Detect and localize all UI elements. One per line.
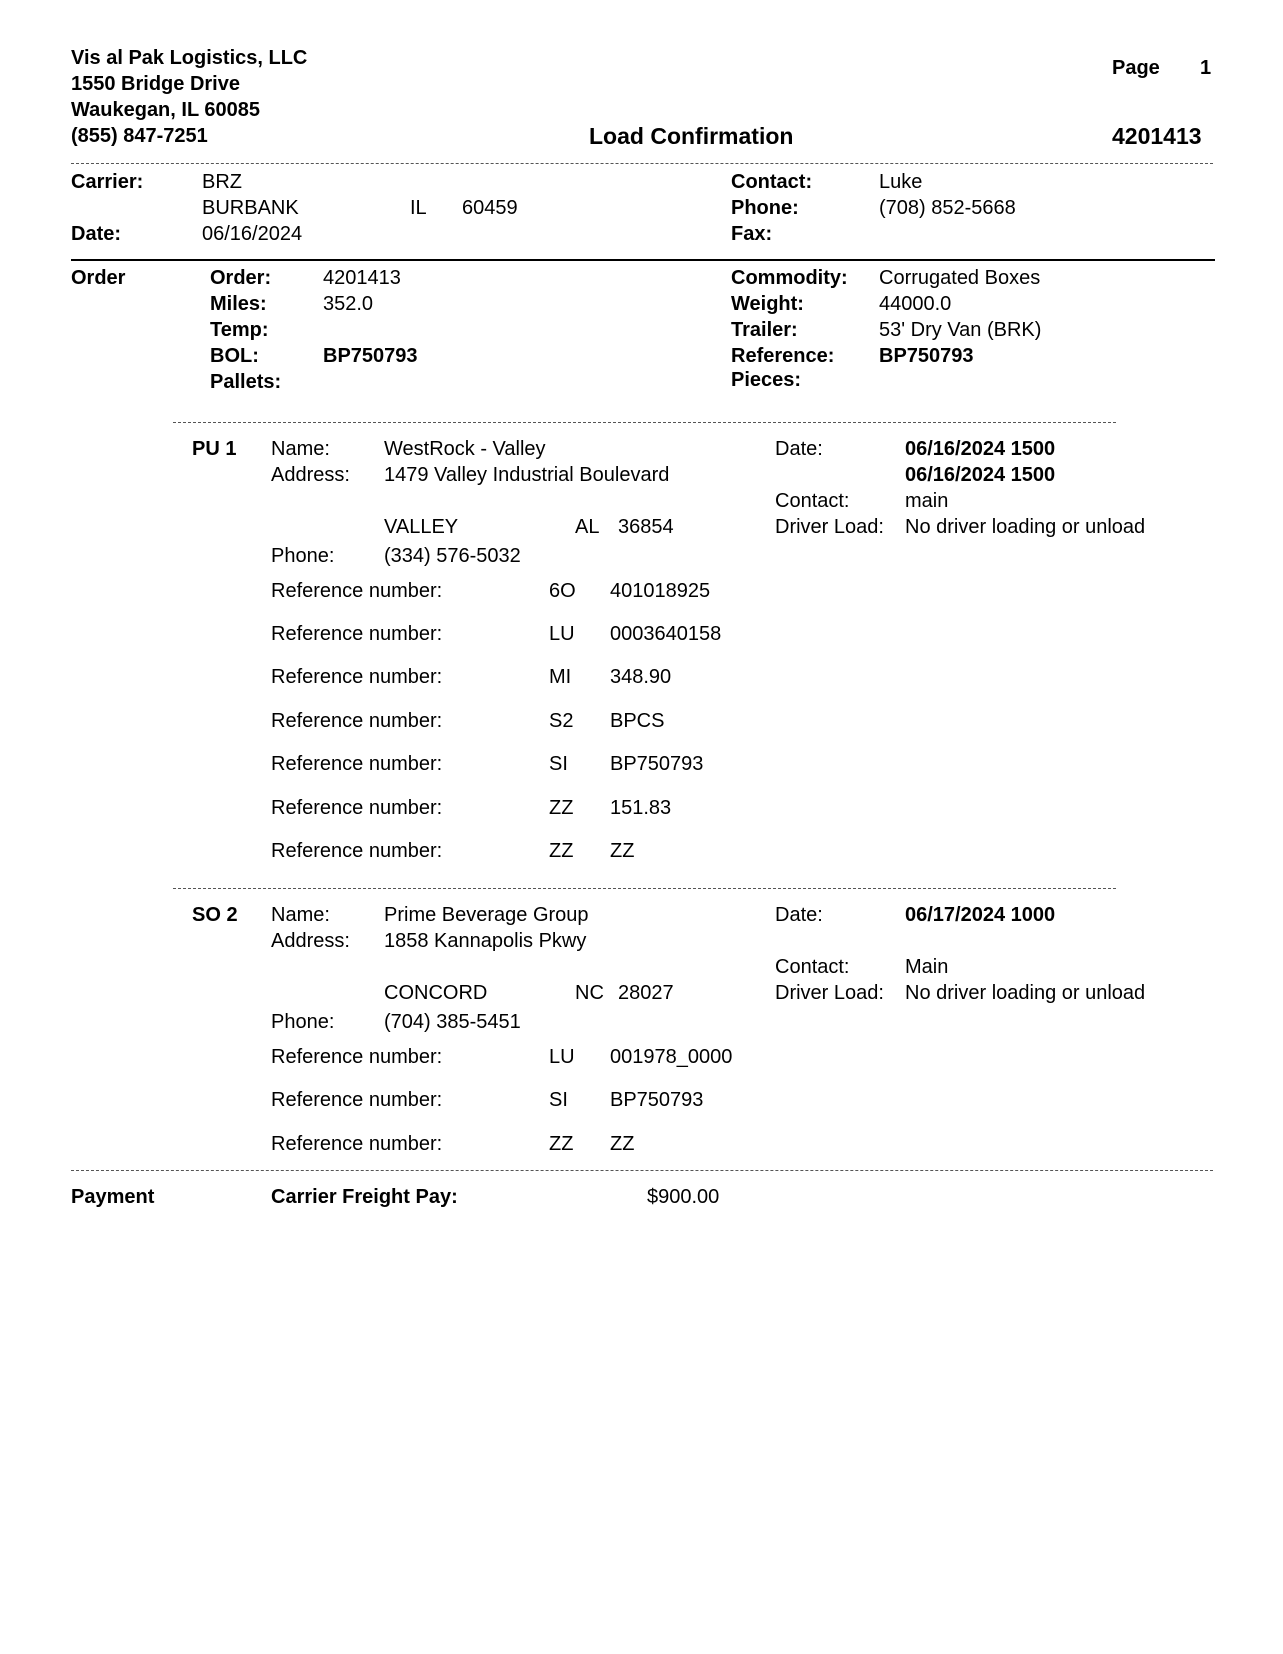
reference-label: Reference number:: [271, 580, 443, 602]
stop-driver-load: No driver loading or unload: [905, 982, 1146, 1004]
stop-phone: (334) 576-5032: [384, 545, 521, 567]
stop-address-label: Address:: [271, 464, 350, 486]
reference-qualifier: ZZ: [549, 1133, 574, 1155]
carrier-city: BURBANK: [202, 197, 299, 219]
stop-city: CONCORD: [384, 982, 488, 1004]
carrier-contact-label: Contact:: [731, 171, 813, 193]
document-title: Load Confirmation: [589, 123, 794, 149]
stop-name-label: Name:: [271, 904, 330, 926]
reference-value: BP750793: [610, 753, 704, 775]
company-street: 1550 Bridge Drive: [71, 73, 240, 95]
carrier-label: Carrier:: [71, 171, 144, 193]
divider: [71, 259, 1215, 261]
commodity-value: Corrugated Boxes: [879, 267, 1041, 289]
divider: [71, 163, 1213, 164]
temp-label: Temp:: [210, 319, 269, 341]
reference-label: Reference number:: [271, 1133, 443, 1155]
stop-contact: Main: [905, 956, 949, 978]
payment-section-label: Payment: [71, 1186, 155, 1208]
carrier-state: IL: [410, 197, 427, 219]
stop-city: VALLEY: [384, 516, 459, 538]
reference-value: 401018925: [610, 580, 711, 602]
miles-label: Miles:: [210, 293, 267, 315]
stop-state: NC: [575, 982, 604, 1004]
company-name: Vis al Pak Logistics, LLC: [71, 47, 308, 69]
reference-value: BP750793: [879, 345, 974, 367]
pallets-label: Pallets:: [210, 371, 282, 393]
reference-qualifier: ZZ: [549, 840, 574, 862]
bol-label: BOL:: [210, 345, 259, 367]
stop-code: SO 2: [192, 904, 238, 926]
stop-name-label: Name:: [271, 438, 330, 460]
reference-label: Reference:: [731, 345, 835, 367]
page-label: Page: [1112, 57, 1160, 79]
stop-phone-label: Phone:: [271, 1011, 335, 1033]
order-number-header: 4201413: [1112, 123, 1202, 149]
reference-qualifier: ZZ: [549, 797, 574, 819]
stop-driver-label: Driver Load:: [775, 982, 884, 1004]
weight-label: Weight:: [731, 293, 804, 315]
company-city: Waukegan, IL 60085: [71, 99, 260, 121]
stop-address: 1479 Valley Industrial Boulevard: [384, 464, 670, 486]
stop-date: 06/16/2024 1500: [905, 438, 1056, 460]
stop-phone-label: Phone:: [271, 545, 335, 567]
reference-qualifier: SI: [549, 753, 568, 775]
commodity-label: Commodity:: [731, 267, 848, 289]
stop-zip: 36854: [618, 516, 674, 538]
stop-date-label: Date:: [775, 904, 823, 926]
miles-value: 352.0: [323, 293, 374, 315]
carrier-phone: (708) 852-5668: [879, 197, 1016, 219]
divider: [71, 1170, 1213, 1171]
reference-qualifier: S2: [549, 710, 574, 732]
divider: [173, 422, 1116, 423]
freight-pay-label: Carrier Freight Pay:: [271, 1186, 458, 1208]
stop-zip: 28027: [618, 982, 674, 1004]
stop-address: 1858 Kannapolis Pkwy: [384, 930, 587, 952]
reference-qualifier: 6O: [549, 580, 576, 602]
reference-label: Reference number:: [271, 840, 443, 862]
stop-name: Prime Beverage Group: [384, 904, 589, 926]
reference-qualifier: SI: [549, 1089, 568, 1111]
page-number: 1: [1200, 57, 1212, 79]
reference-value: ZZ: [610, 1133, 635, 1155]
reference-value: 0003640158: [610, 623, 722, 645]
carrier-contact: Luke: [879, 171, 923, 193]
stop-state: AL: [575, 516, 600, 538]
stop-contact-label: Contact:: [775, 956, 850, 978]
order-section-label: Order: [71, 267, 126, 289]
reference-value: BP750793: [610, 1089, 704, 1111]
reference-label: Reference number:: [271, 623, 443, 645]
company-phone: (855) 847-7251: [71, 125, 208, 147]
stop-phone: (704) 385-5451: [384, 1011, 521, 1033]
carrier-zip: 60459: [462, 197, 518, 219]
pieces-label: Pieces:: [731, 369, 802, 391]
stop-contact: main: [905, 490, 949, 512]
stop-name: WestRock - Valley: [384, 438, 546, 460]
trailer-label: Trailer:: [731, 319, 798, 341]
carrier-fax-label: Fax:: [731, 223, 773, 245]
stop-address-label: Address:: [271, 930, 350, 952]
carrier-date: 06/16/2024: [202, 223, 303, 245]
stop-driver-label: Driver Load:: [775, 516, 884, 538]
carrier-phone-label: Phone:: [731, 197, 799, 219]
freight-pay-amount: $900.00: [647, 1186, 720, 1208]
reference-value: 348.90: [610, 666, 672, 688]
order-value: 4201413: [323, 267, 401, 289]
stop-date: 06/16/2024 1500: [905, 464, 1056, 486]
reference-label: Reference number:: [271, 1089, 443, 1111]
stop-date-label: Date:: [775, 438, 823, 460]
divider: [173, 888, 1116, 889]
reference-value: 151.83: [610, 797, 672, 819]
weight-value: 44000.0: [879, 293, 952, 315]
reference-value: 001978_0000: [610, 1046, 733, 1068]
stop-contact-label: Contact:: [775, 490, 850, 512]
reference-label: Reference number:: [271, 666, 443, 688]
reference-label: Reference number:: [271, 1046, 443, 1068]
reference-label: Reference number:: [271, 753, 443, 775]
carrier-date-label: Date:: [71, 223, 122, 245]
bol-value: BP750793: [323, 345, 418, 367]
stop-date: 06/17/2024 1000: [905, 904, 1056, 926]
reference-qualifier: MI: [549, 666, 572, 688]
stop-code: PU 1: [192, 438, 237, 460]
reference-value: ZZ: [610, 840, 635, 862]
reference-qualifier: LU: [549, 623, 575, 645]
reference-qualifier: LU: [549, 1046, 575, 1068]
order-label: Order:: [210, 267, 272, 289]
stop-driver-load: No driver loading or unload: [905, 516, 1146, 538]
reference-value: BPCS: [610, 710, 665, 732]
reference-label: Reference number:: [271, 710, 443, 732]
carrier-name: BRZ: [202, 171, 242, 193]
trailer-value: 53' Dry Van (BRK): [879, 319, 1042, 341]
reference-label: Reference number:: [271, 797, 443, 819]
